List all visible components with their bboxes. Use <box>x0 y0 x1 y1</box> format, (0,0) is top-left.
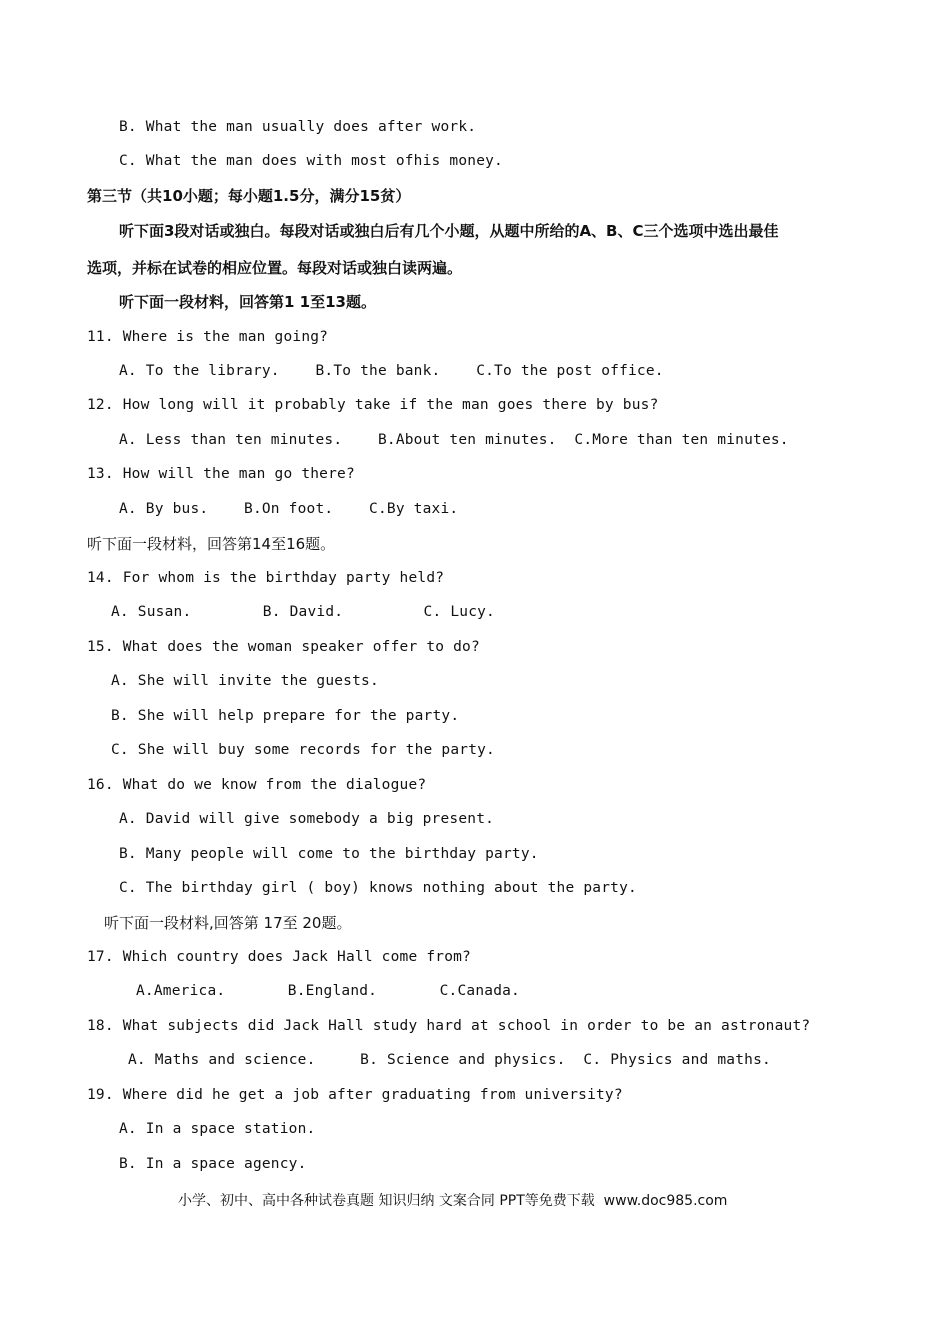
question-16-option-b: B. Many people will come to the birthday party. <box>119 846 539 862</box>
question-15-option-c: C. She will buy some records for the party. <box>111 742 495 758</box>
question-18: 18. What subjects did Jack Hall study hard at school in order to be an astronaut? <box>87 1018 811 1034</box>
question-12: 12. How long will it probably take if the man goes there by bus? <box>87 397 659 413</box>
question-15-option-a: A. She will invite the guests. <box>111 673 379 689</box>
material-intro-14-16: 听下面一段材料，回答第14至16题。 <box>87 535 336 553</box>
question-16: 16. What do we know from the dialogue? <box>87 777 427 793</box>
question-19-option-a: A. In a space station. <box>119 1121 316 1137</box>
question-19-option-b: B. In a space agency. <box>119 1156 307 1172</box>
question-17: 17. Which country does Jack Hall come from? <box>87 949 471 965</box>
material-intro-11-13: 听下面一段材料，回答第1 1至13题。 <box>119 293 376 311</box>
page-footer: 小学、初中、高中各种试卷真题 知识归纳 文案合同 PPT等免费下载 www.doc985.com <box>178 1193 728 1209</box>
question-13-options: A. By bus. B.On foot. C.By taxi. <box>119 501 459 517</box>
question-17-options: A.America. B.England. C.Canada. <box>136 983 520 999</box>
question-14-options: A. Susan. B. David. C. Lucy. <box>111 604 495 620</box>
question-16-option-a: A. David will give somebody a big present. <box>119 811 495 827</box>
section-heading: 第三节（共10小题；每小题1.5分，满分15贫） <box>87 187 411 205</box>
material-intro-17-20: 听下面一段材料,回答第 17至 20题。 <box>104 914 352 932</box>
question-19: 19. Where did he get a job after graduating from university? <box>87 1087 623 1103</box>
question-11-options: A. To the library. B.To the bank. C.To the post office. <box>119 363 664 379</box>
question-15: 15. What does the woman speaker offer to do? <box>87 639 480 655</box>
question-14: 14. For whom is the birthday party held? <box>87 570 445 586</box>
question-16-option-c: C. The birthday girl ( boy) knows nothing about the party. <box>119 880 637 896</box>
option-b-line: B. What the man usually does after work. <box>119 119 477 135</box>
question-11: 11. Where is the man going? <box>87 329 329 345</box>
question-12-options: A. Less than ten minutes. B.About ten minutes. C.More than ten minutes. <box>119 432 789 448</box>
instructions-line-1: 听下面3段对话或独白。每段对话或独白后有几个小题，从题中所给的A、B、C三个选项中选出最佳 <box>119 222 779 240</box>
instructions-line-2: 选项，并标在试卷的相应位置。每段对话或独白读两遍。 <box>87 259 463 277</box>
question-13: 13. How will the man go there? <box>87 466 355 482</box>
question-15-option-b: B. She will help prepare for the party. <box>111 708 460 724</box>
question-18-options: A. Maths and science. B. Science and physics. C. Physics and maths. <box>128 1052 771 1068</box>
option-c-line: C. What the man does with most ofhis money. <box>119 153 503 169</box>
